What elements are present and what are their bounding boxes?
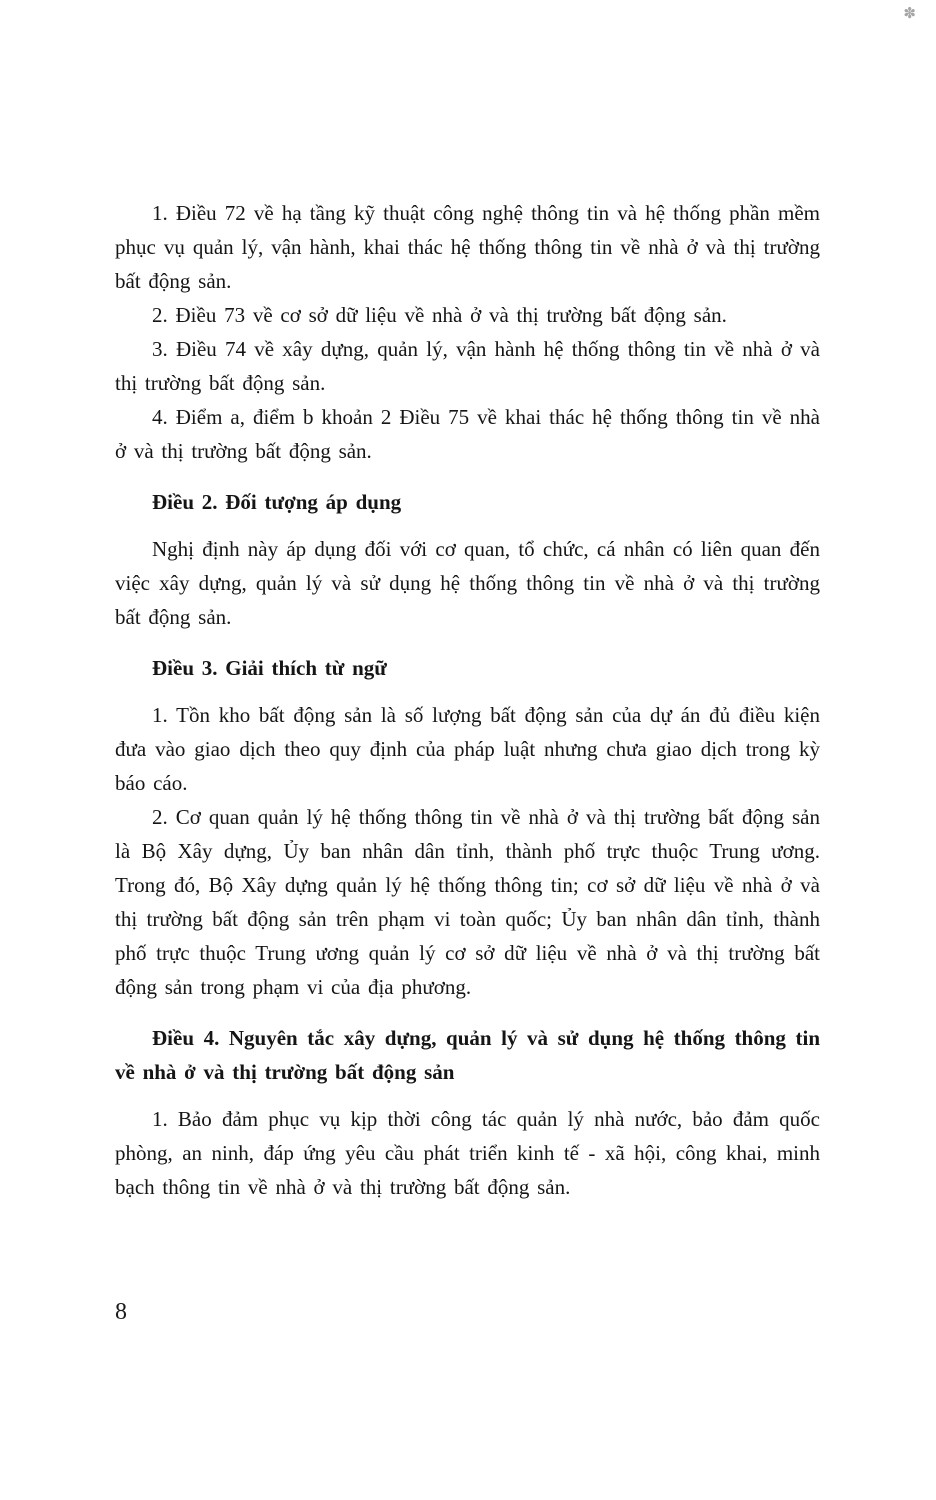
body-paragraph: 1. Điều 72 về hạ tầng kỹ thuật công nghệ thông tin và hệ thống phần mềm phục vụ quản lý, vận hành, khai thác hệ thống thông tin về nhà ở và thị trường bất động sản. (115, 201, 820, 293)
article-heading: Điều 3. Giải thích từ ngữ (152, 656, 387, 680)
body-paragraph: 1. Bảo đảm phục vụ kịp thời công tác quản lý nhà nước, bảo đảm quốc phòng, an ninh, đáp ứng yêu cầu phát triển kinh tế - xã hội, công khai, minh bạch thông tin về nhà ở và thị trường bất động sản. (115, 1107, 820, 1199)
body-paragraph: 4. Điểm a, điểm b khoản 2 Điều 75 về khai thác hệ thống thông tin về nhà ở và thị trường bất động sản. (115, 405, 820, 463)
page-number: 8 (115, 1299, 127, 1325)
article-heading: Điều 2. Đối tượng áp dụng (152, 490, 402, 514)
document-body (115, 196, 820, 1204)
body-paragraph: 1. Tồn kho bất động sản là số lượng bất động sản của dự án đủ điều kiện đưa vào giao dịch theo quy định của pháp luật nhưng chưa giao dịch trong kỳ báo cáo. (115, 703, 820, 795)
body-paragraph: Nghị định này áp dụng đối với cơ quan, tổ chức, cá nhân có liên quan đến việc xây dựng, quản lý và sử dụng hệ thống thông tin về nhà ở và thị trường bất động sản. (115, 537, 820, 629)
article-heading: Điều 4. Nguyên tắc xây dựng, quản lý và sử dụng hệ thống thông tin về nhà ở và thị trường bất động sản (115, 1026, 820, 1084)
corner-ornament-icon: ✽ (903, 4, 916, 22)
body-paragraph: 2. Điều 73 về cơ sở dữ liệu về nhà ở và thị trường bất động sản. (152, 303, 727, 327)
body-paragraph: 3. Điều 74 về xây dựng, quản lý, vận hành hệ thống thông tin về nhà ở và thị trường bất động sản. (115, 337, 820, 395)
body-paragraph: 2. Cơ quan quản lý hệ thống thông tin về nhà ở và thị trường bất động sản là Bộ Xây dựng, Ủy ban nhân dân tỉnh, thành phố trực thuộc Trung ương. Trong đó, Bộ Xây dựng quản lý hệ thống thông tin; cơ sở dữ liệu về nhà ở và thị trường bất động sản trên phạm vi toàn quốc; Ủy ban nhân dân tỉnh, thành phố trực thuộc Trung ương quản lý cơ sở dữ liệu về nhà ở và thị trường bất động sản trong phạm vi của địa phương. (115, 805, 820, 999)
